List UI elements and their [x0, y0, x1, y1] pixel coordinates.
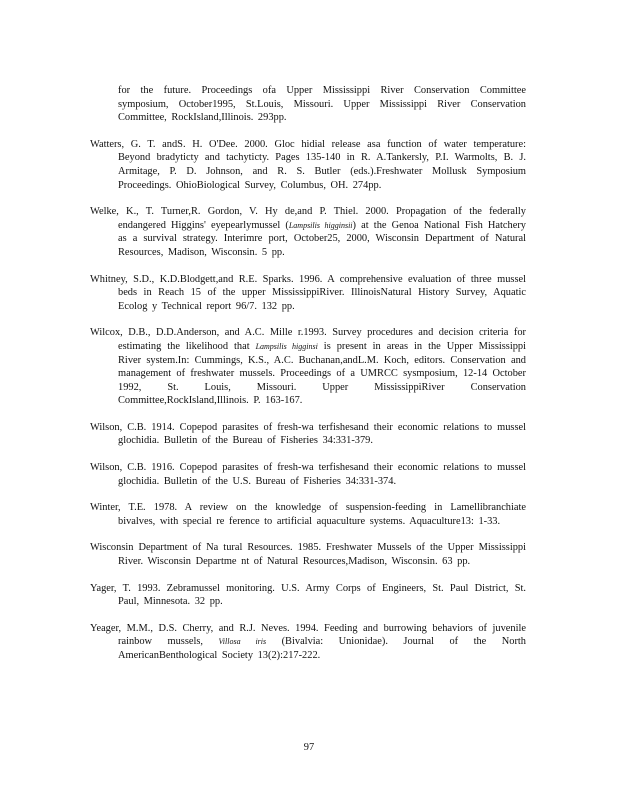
reference-text-post: is present in areas in the Upper Mississippi River system.In: Cummings, K.S., A.C. Buchanan,andL.M. Koch, editors. Conservation and management of freshwater mussels. Proceedings of a UMRCC sysmposium, 12-14 October 1992, St. Louis, Missouri. Upper MississippiRiver Conservation Committee,RockIsland,Illinois. P. 163-167.: [118, 340, 527, 407]
species-name: Lampsilis higginsii: [288, 220, 353, 230]
reference-entry: [90, 138, 526, 192]
reference-entry: [90, 421, 526, 448]
reference-entry: [90, 326, 526, 408]
reference-text-post: (Bivalvia: Unionidae). Journal of the North AmericanBenthological Society 13(2):217-222.: [118, 636, 527, 661]
reference-text: Wilson, C.B. 1914. Copepod parasites of fresh-wa terfishesand their economic relations to mussel glochidia. Bulletin of the Bureau of Fisheries 34:331-379.: [90, 421, 526, 447]
reference-entry: [90, 461, 526, 488]
reference-text: Wisconsin Department of Na tural Resources. 1985. Freshwater Mussels of the Upper Mississippi River. Wisconsin Departme nt of Natural Resources,Madison, Wisconsin. 63 pp.: [90, 542, 526, 568]
species-name: Lampsilis higginsi: [255, 341, 318, 351]
reference-text: Winter, T.E. 1978. A review on the knowledge of suspension-feeding in Lamellibranchiate bivalves, with special re ference to artificial aquaculture systems. Aquaculture13: 1-33.: [90, 502, 526, 527]
reference-entry: [90, 273, 526, 314]
reference-entry: [90, 582, 526, 609]
reference-entry: [90, 501, 526, 528]
reference-text: Wilson, C.B. 1916. Copepod parasites of fresh-wa terfishesand their economic relations to mussel glochidia. Bulletin of the U.S. Bureau of Fisheries 34:331-374.: [90, 462, 526, 487]
reference-entry: [90, 622, 526, 663]
page-number: 97: [303, 742, 315, 753]
reference-entry: [90, 84, 526, 125]
reference-text: Whitney, S.D., K.D.Blodgett,and R.E. Sparks. 1996. A comprehensive evaluation of three mussel beds in Reach 15 of the upper MississippiRiver. IllinoisNatural History Survey, Aquatic Ecolog y Technical report 96/7. 132 pp.: [90, 273, 526, 312]
reference-entry: [90, 541, 526, 568]
reference-text-pre: Welke, K., T. Turner,R. Gordon, V. Hy de,and P. Thiel. 2000. Propagation of the federally endangered Higgins' eyepearlymussel (: [90, 206, 526, 231]
reference-list: [90, 84, 526, 676]
reference-text-pre: Wilcox, D.B., D.D.Anderson, and A.C. Mille r.1993. Survey procedures and decision criteria for estimating the likelihood that: [90, 327, 526, 352]
reference-text-post: ) at the Genoa National Fish Hatchery as a survival strategy. Interimre port, October25, 2000, Wisconsin Department of Natural Resources, Madison, Wisconsin. 5 pp.: [118, 219, 526, 258]
reference-text: for the future. Proceedings ofa Upper Mississippi River Conservation Committee symposium, October1995, St.Louis, Missouri. Upper Mississippi River Conservation Committee, RockIsland,Illinois. 293pp.: [118, 85, 526, 124]
reference-text: Watters, G. T. andS. H. O'Dee. 2000. Gloc hidial release asa function of water temperature: Beyond bradyticty and tachyticty. Pages 135-140 in R. A.Tankersly, P.I. Warmolts, B. J. Armitage, P. D. Johnson, and R. S. Butler (eds.).Freshwater Mollusk Symposium Proceedings. OhioBiological Survey, Columbus, OH. 274pp.: [90, 138, 526, 191]
reference-text-pre: Yeager, M.M., D.S. Cherry, and R.J. Neves. 1994. Feeding and burrowing behaviors of juvenile rainbow mussels,: [90, 622, 526, 648]
reference-text: Yager, T. 1993. Zebramussel monitoring. U.S. Army Corps of Engineers, St. Paul District, St. Paul, Minnesota. 32 pp.: [90, 582, 526, 608]
reference-entry: [90, 205, 526, 259]
species-name: Villosa iris: [218, 637, 267, 647]
